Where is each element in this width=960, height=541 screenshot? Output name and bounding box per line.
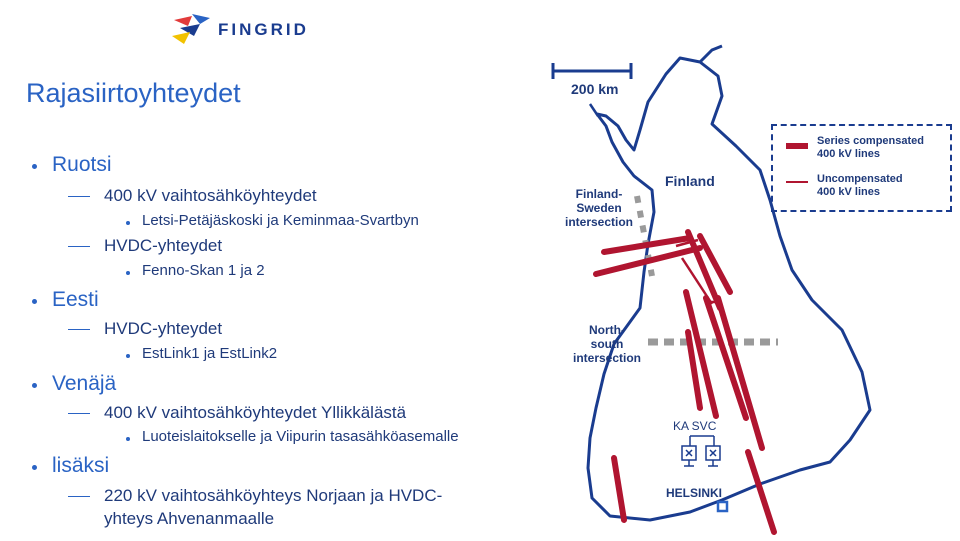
finland-label: Finland bbox=[665, 173, 715, 189]
bullet-venaja-ac: 400 kV vaihtosähköyhteydet Yllikkälästä bbox=[104, 403, 407, 422]
legend-series-text bbox=[817, 135, 924, 161]
north-south-label-line: south bbox=[590, 337, 624, 351]
finland-sweden-label-line: intersection bbox=[564, 215, 633, 229]
bullet-ruotsi-hvdc: HVDC-yhteydet bbox=[104, 236, 223, 255]
bullet-lisaksi-line2: yhteys Ahvenanmaalle bbox=[104, 509, 275, 528]
legend-series-line bbox=[786, 143, 808, 149]
bullet-lisaksi: lisäksi bbox=[52, 454, 110, 477]
north-south-label bbox=[568, 323, 646, 365]
helsinki-station-marker bbox=[718, 502, 727, 511]
finland-sweden-label bbox=[560, 187, 638, 229]
legend-uncomp-line bbox=[786, 181, 808, 183]
bullet-eesti: Eesti bbox=[52, 288, 99, 311]
page-title: Rajasiirtoyhteydet bbox=[26, 78, 241, 108]
map-legend bbox=[771, 124, 952, 212]
bullet-venaja-ac-detail: Luoteislaitokselle ja Viipurin tasasähköasemalle bbox=[142, 428, 459, 445]
bullet-ruotsi-hvdc-detail: Fenno-Skan 1 ja 2 bbox=[142, 262, 265, 279]
north-south-label-line: North- bbox=[589, 323, 625, 337]
bullet-eesti-hvdc: HVDC-yhteydet bbox=[104, 319, 223, 338]
svc-symbol bbox=[682, 436, 720, 466]
legend-uncomp-text bbox=[817, 173, 903, 199]
scale-label: 200 km bbox=[571, 81, 619, 97]
bullet-ruotsi: Ruotsi bbox=[52, 153, 112, 176]
legend-series-text-line: Series compensated bbox=[817, 135, 924, 147]
finland-sweden-label-line: Sweden bbox=[576, 201, 622, 215]
helsinki-label: HELSINKI bbox=[666, 486, 723, 500]
scale-bar bbox=[553, 63, 631, 79]
legend-uncomp-text-line: Uncompensated bbox=[817, 173, 903, 185]
bullet-ruotsi-ac-detail: Letsi-Petäjäskoski ja Keminmaa-Svartbyn bbox=[142, 212, 419, 229]
north-south-label-line: intersection bbox=[572, 351, 641, 365]
bullet-lisaksi-line1: 220 kV vaihtosähköyhteys Norjaan ja HVDC- bbox=[104, 486, 443, 505]
legend-uncomp-text-line: 400 kV lines bbox=[817, 186, 880, 198]
bullet-eesti-hvdc-detail: EstLink1 ja EstLink2 bbox=[142, 345, 278, 362]
ka-svc-label: KA SVC bbox=[673, 419, 717, 433]
bullet-ruotsi-ac: 400 kV vaihtosähköyhteydet bbox=[104, 186, 317, 205]
bullet-venaja: Venäjä bbox=[52, 372, 117, 395]
legend-series-text-line: 400 kV lines bbox=[817, 148, 880, 160]
finland-sweden-label-line: Finland- bbox=[575, 187, 623, 201]
logo-text: FINGRID bbox=[218, 20, 309, 39]
